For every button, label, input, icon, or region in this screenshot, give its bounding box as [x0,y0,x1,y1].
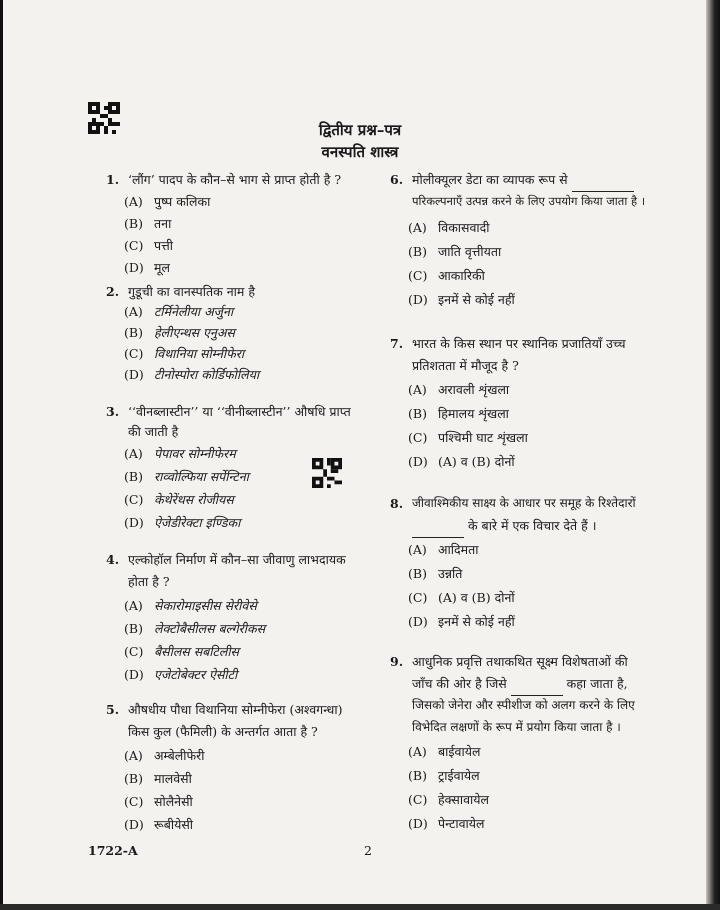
answer-blank [511,672,563,696]
option-b: (B) लेक्टोबैसीलस बल्गेरीकस [124,621,266,636]
question-number: 9. [390,654,404,669]
question-stem-cont: प्रतिशतता में मौजूद है ? [412,358,519,373]
option-a: (A) बाईवायेल [408,744,481,759]
question-number: 2. [106,284,120,299]
option-b: (B) तना [124,216,172,231]
option-a: (A) सेकारोमाइसीस सेरीवेसे [124,598,257,613]
question-stem-cont: विभेदित लक्षणों के रूप में प्रयोग किया जाता है । [412,720,621,734]
question-number: 3. [106,404,120,419]
question-number: 6. [390,172,404,187]
option-d: (D) इनमें से कोई नहीं [408,292,515,307]
question-number: 5. [106,702,120,717]
option-b: (B) जाति वृत्तीयता [408,244,502,259]
question-stem-cont: जाँच की ओर है जिसे कहा जाता है, [412,672,628,696]
qr-code-icon [312,458,342,488]
option-a: (A) विकासवादी [408,220,490,235]
option-c: (C) पश्चिमी घाट शृंखला [408,430,528,445]
option-a: (A) अम्बेलीफेरी [124,748,205,763]
option-b: (B) मालवेसी [124,771,192,786]
question-number: 4. [106,552,120,567]
question-stem: एल्कोहॉल निर्माण में कौन–सा जीवाणु लाभदायक [128,552,346,567]
option-d: (D) पेन्टावायेल [408,816,485,831]
option-d: (D) (A) व (B) दोनों [408,454,515,469]
question-stem-cont: परिकल्पनाएँ उत्पन्न करने के लिए उपयोग किया जाता है । [412,194,646,208]
question-stem-cont: किस कुल (फैमिली) के अन्तर्गत आता है ? [128,724,318,739]
option-c: (C) आकारिकी [408,268,485,283]
option-b: (B) राव्वोल्फिया सर्पेन्टिना [124,469,249,484]
option-a: (A) पेपावर सोम्नीफेरम [124,446,236,461]
option-c: (C) सोलैनेसी [124,794,193,809]
option-a: (A) अरावली शृंखला [408,382,510,397]
paper-title: द्वितीय प्रश्न–पत्र [318,121,402,139]
answer-blank [412,514,464,538]
question-stem: ‘लौंग’ पादप के कौन–से भाग से प्राप्त होती है ? [128,172,342,187]
page-number: 2 [364,843,372,858]
question-stem-cont: के बारे में एक विचार देते हैं । [412,514,597,538]
option-a: (A) आदिमता [408,542,479,557]
question-stem: जीवाश्मिकीय साक्ष्य के आधार पर समूह के रिश्तेदारों [412,496,636,510]
question-stem-cont: की जाती है [128,424,179,439]
question-stem: गुडूची का वानस्पतिक नाम है [128,284,255,299]
option-c: (C) (A) व (B) दोनों [408,590,515,605]
question-number: 1. [106,172,120,187]
question-number: 7. [390,336,404,351]
question-stem: औषधीय पौधा विथानिया सोम्नीफेरा (अश्वगन्धा) [128,702,343,717]
question-number: 8. [390,496,404,511]
question-stem-cont: होता है ? [128,574,170,589]
option-c: (C) बैसीलस सबटिलीस [124,644,240,659]
page-edge-bottom [0,904,720,910]
option-b: (B) उन्नति [408,566,463,581]
option-c: (C) पत्ती [124,238,173,253]
subject-title: वनस्पति शास्त्र [321,143,399,161]
option-d: (D) रूबीयेसी [124,817,194,832]
option-a: (A) पुष्प कलिका [124,194,211,209]
answer-blank [572,168,634,192]
option-c: (C) हेक्सावायेल [408,792,489,807]
option-b: (B) ट्राईवायेल [408,768,480,783]
option-d: (D) ऐजेडीरेक्टा इण्डिका [124,515,241,530]
option-d: (D) एजेटोबेक्टर ऐसीटी [124,667,238,682]
option-b: (B) हिमालय शृंखला [408,406,509,421]
question-stem-cont: जिसको जेनेरा और स्पीशीज को अलग करने के लिए [412,698,635,712]
paper-code: 1722-A [88,843,138,858]
option-a: (A) टर्मिनेलीया अर्जुना [124,304,234,319]
option-d: (D) इनमें से कोई नहीं [408,614,515,629]
option-c: (C) केथेरेंथस रोजीयस [124,492,234,507]
option-d: (D) टीनोस्पोरा कोर्डिफोलिया [124,367,260,382]
question-stem: ‘‘वीनब्लास्टीन’’ या ‘‘वीनीब्लास्टीन’’ औषधि प्राप्त [128,404,351,419]
question-stem: भारत के किस स्थान पर स्थानिक प्रजातियाँ उच्च [412,336,626,351]
question-stem: मोलीक्यूलर डेटा का व्यापक रूप से [412,168,634,192]
option-d: (D) मूल [124,260,170,275]
option-b: (B) हेलीएन्थस एनुअस [124,325,235,340]
option-c: (C) विथानिया सोम्नीफेरा [124,346,245,361]
question-stem: आधुनिक प्रवृत्ति तथाकथित सूक्ष्म विशेषताओं की [412,654,628,669]
